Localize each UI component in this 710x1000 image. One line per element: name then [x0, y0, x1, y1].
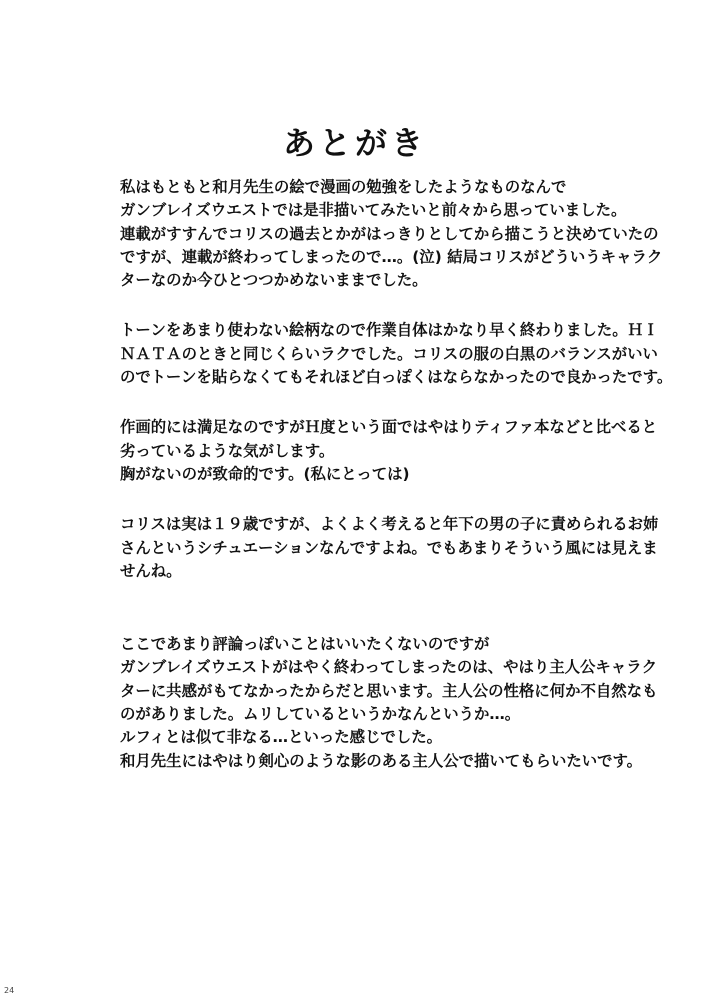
text-line: 連載がすすんでコリスの過去とかがはっきりとしてから描こうと決めていたの [120, 224, 659, 243]
text-line: のでトーンを貼らなくてもそれほど白っぽくはならなかったので良かったです。 [120, 368, 673, 387]
paragraph-4 [120, 513, 680, 583]
text-line: 和月先生にはやはり剣心のような影のある主人公で描いてもらいたいです。 [120, 751, 643, 770]
text-line: ガンブレイズウエストがはやく終わってしまったのは、やはり主人公キャラク [120, 658, 657, 677]
page-title: あとがき [282, 124, 427, 163]
text-line: さんというシチュエーションなんですよね。でもあまりそういう風には見えま [120, 538, 658, 557]
text-line: のがありました。ムリしているというかなんというか…。 [120, 705, 521, 724]
text-line: 胸がないのが致命的です。(私にとっては) [120, 464, 410, 483]
text-line: コリスは実は１９歳ですが、よくよく考えると年下の男の子に責められるお姉 [120, 515, 659, 534]
page-number: 24 [4, 986, 15, 995]
text-line: 作画的には満足なのですがＨ度という面ではやはりティファ本などと比べると [120, 418, 658, 437]
text-line: ターに共感がもてなかったからだと思います。主人公の性格に何か不自然なも [120, 681, 658, 700]
paragraph-2 [120, 319, 680, 389]
text-line: 劣っているような気がします。 [120, 441, 335, 460]
text-line: ＮＡＴＡのときと同じくらいラクでした。コリスの服の白黒のバランスがいい [120, 344, 658, 363]
text-line: ですが、連載が終わってしまったので…。(泣) 結局コリスがどういうキャラク [120, 247, 663, 266]
paragraph-1 [120, 176, 680, 292]
text-line: ルフィとは似て非なる…といった感じでした。 [120, 728, 442, 747]
text-line: せんね。 [120, 561, 182, 580]
paragraph-5 [120, 633, 680, 773]
text-line: 私はもともと和月先生の絵で漫画の勉強をしたようなものなんで [120, 178, 567, 196]
paragraph-3 [120, 416, 680, 486]
afterword-body [120, 176, 680, 800]
text-line: ターなのか今ひとつつかめないままでした。 [120, 271, 428, 290]
text-line: トーンをあまり使わない絵柄なので作業自体はかなり早く終わりました。ＨＩ [120, 321, 659, 340]
text-line: ガンブレイズウエストでは是非描いてみたいと前々から思っていました。 [120, 201, 627, 220]
text-line: ここであまり評論っぽいことはいいたくないのですが [120, 635, 490, 654]
